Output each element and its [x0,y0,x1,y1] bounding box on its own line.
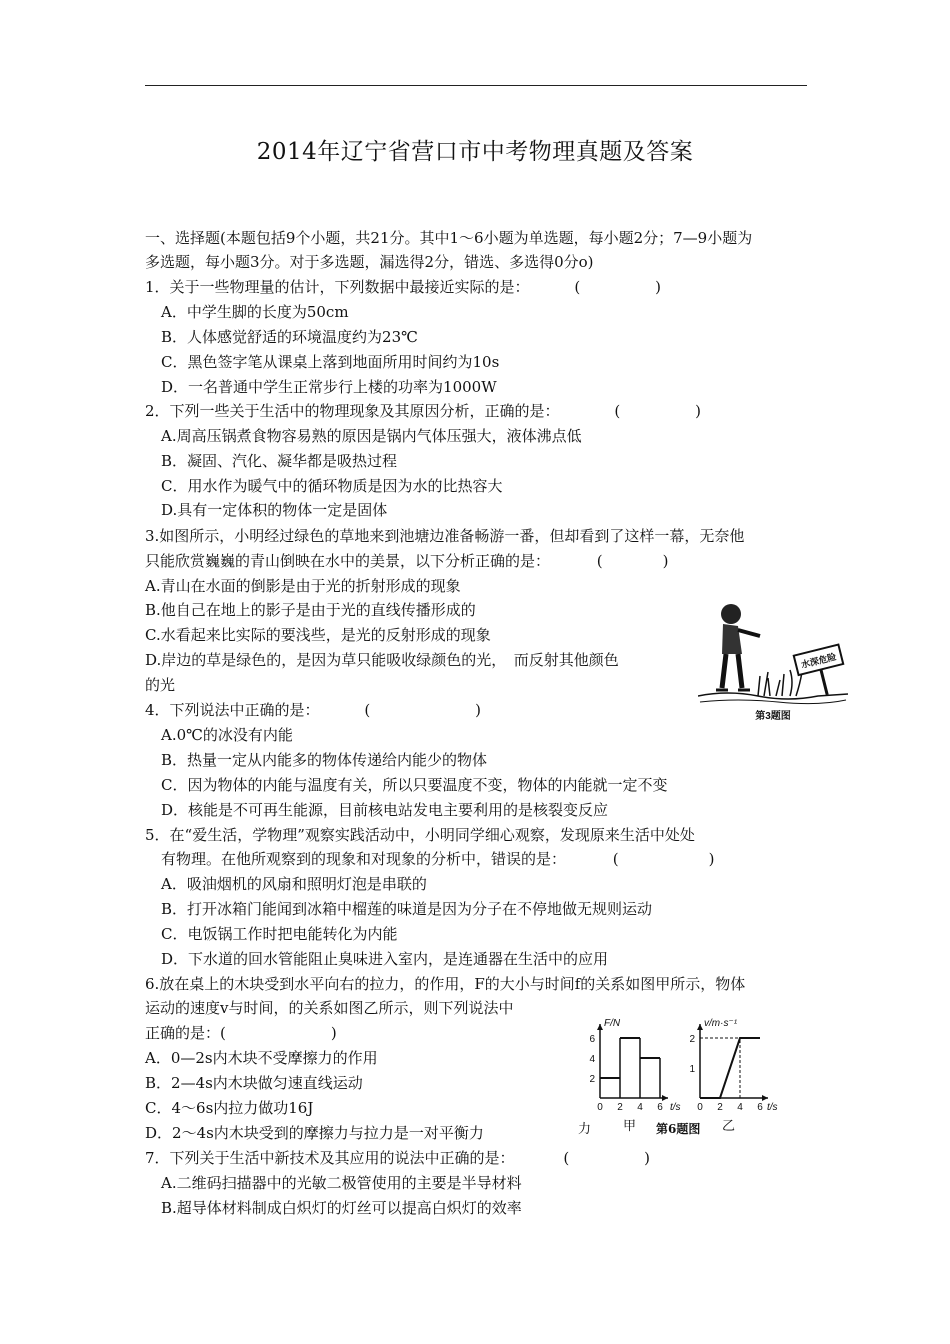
grass-icon [758,672,784,696]
section-header-line-2: 多选题，每小题3分。对于多选题，漏选得2分，错选、多选得0分o) [145,253,594,271]
q6-figure-caption: 第6题图 [656,1122,701,1136]
warning-sign [794,645,848,701]
chart-b-xtick: 0 [697,1102,703,1113]
chart-a-ylabel: F/N [604,1018,621,1029]
chart-b-x-arrow-icon [762,1095,768,1101]
chart-a-ytick: 4 [589,1054,595,1065]
chart-a-xtick: 0 [597,1102,603,1113]
q3-option-a: A.青山在水面的倒影是由于光的折射形成的现象 [145,577,461,595]
q5-option-b: B．打开冰箱门能闻到冰箱中榴莲的味道是因为分子在不停地做无规则运动 [161,900,653,918]
chart-a-y-arrow-icon [597,1024,603,1030]
q6-stray-mark: 力 [578,1122,592,1137]
q6-stem-line-2: 运动的速度v与时间，的关系如图乙所示，则下列说法中 [145,999,514,1017]
q5-stem-text: 有物理。在他所观察到的现象和对现象的分析中，错误的是： [161,850,567,868]
q1-stem-text: 1．关于一些物理量的估计，下列数据中最接近实际的是： [145,278,530,296]
q2-stem [145,401,701,421]
q7-option-b: B.超导体材料制成白炽灯的灯丝可以提高白炽灯的效率 [161,1199,522,1217]
q6-figure [574,1010,788,1120]
chart-a-x-arrow-icon [662,1095,668,1101]
q3-figure [698,592,848,724]
chart-b-xtick: 6 [757,1102,763,1113]
chart-a-xtick: 4 [637,1102,643,1113]
q1-answer-paren: ( ) [574,278,662,296]
q4-stem-text: 4．下列说法中正确的是： [145,701,320,719]
chart-b-ylabel: v/m·s⁻¹ [704,1018,738,1029]
q6-label-left: 甲 [623,1119,637,1134]
q1-option-d: D．一名普通中学生正常步行上楼的功率为1000W [161,378,497,396]
q5-stem-line-2 [161,849,715,869]
q7-answer-paren: ( ) [563,1149,651,1167]
chart-a-ytick: 2 [589,1074,595,1085]
q3-stem-text: 只能欣赏巍巍的青山倒映在水中的美景，以下分析正确的是： [145,552,551,570]
q2-option-c: C．用水作为暖气中的循环物质是因为水的比热容大 [161,477,503,495]
header-rule [145,85,807,86]
q3-figure-caption: 第3题图 [755,711,791,722]
chart-a-xtick: 2 [617,1102,623,1113]
chart-b-series-line [700,1038,760,1098]
q1-option-b: B．人体感觉舒适的环境温度约为23℃ [161,328,418,346]
chart-a-xtick: 6 [657,1102,663,1113]
chart-a-xlabel: t/s [670,1102,681,1113]
q5-answer-paren: ( ) [612,850,715,868]
chart-b-y-arrow-icon [697,1024,703,1030]
q2-option-d: D.具有一定体积的物体一定是固体 [161,501,388,519]
q6-label-right: 乙 [722,1119,736,1134]
water-line [700,700,846,704]
q3-option-c: C.水看起来比实际的要浅些，是光的反射形成的现象 [145,626,491,644]
q1-stem [145,277,661,297]
q4-option-b: B．热量一定从内能多的物体传递给内能少的物体 [161,751,488,769]
q6-option-d: D．2～4s内木块受到的摩擦力与拉力是一对平衡力 [145,1124,484,1142]
chart-b-ytick: 1 [689,1064,695,1075]
q2-stem-text: 2．下列一些关于生活中的物理现象及其原因分析，正确的是： [145,402,560,420]
q5-option-d: D．下水道的回水管能阻止臭味进入室内，是连通器在生活中的应用 [161,950,609,968]
q5-stem-line-1: 5．在“爱生活，学物理”观察实践活动中，小明同学细心观察，发现原来生活中处处 [145,826,695,844]
chart-b-xlabel: t/s [767,1102,778,1113]
chart-force-time [589,1018,680,1113]
q6-option-b: B．2—4s内木块做匀速直线运动 [145,1074,363,1092]
q6-option-c: C．4～6s内拉力做功16J [145,1099,314,1117]
q7-stem [145,1148,650,1168]
q4-option-a: A.0℃的冰没有内能 [161,726,293,744]
q4-option-c: C．因为物体的内能与温度有关，所以只要温度不变，物体的内能就一定不变 [161,776,668,794]
q6-stem-line-1: 6.放在桌上的木块受到水平向右的拉力，的作用，F的大小与时间f的关系如图甲所示，物体 [145,975,746,993]
chart-b-xtick: 4 [737,1102,743,1113]
q2-option-b: B．凝固、汽化、凝华都是吸热过程 [161,452,398,470]
boy-legs [722,654,742,688]
boy-head [721,604,741,624]
q4-stem [145,700,481,720]
q4-option-d: D．核能是不可再生能源，目前核电站发电主要利用的是核裂变反应 [161,801,609,819]
q3-answer-paren: ( ) [596,552,669,570]
q7-stem-text: 7．下列关于生活中新技术及其应用的说法中正确的是： [145,1149,515,1167]
q3-stem-line-1: 3.如图所示，小明经过绿色的草地来到池塘边准备畅游一番，但却看到了这样一幕，无奈他 [145,527,745,545]
q3-option-d: D.岸边的草是绿色的，是因为草只能吸收绿颜色的光， 而反射其他颜色 [145,651,619,669]
q7-option-a: A.二维码扫描器中的光敏二极管使用的主要是半导材料 [161,1174,522,1192]
q5-option-a: A．吸油烟机的风扇和照明灯泡是串联的 [161,875,427,893]
q6-stem-line-3: 正确的是：( ) [145,1024,337,1042]
q2-option-a: A.周高压锅煮食物容易熟的原因是锅内气体压强大，液体沸点低 [161,427,582,445]
q1-option-c: C．黑色签字笔从课桌上落到地面所用时间约为10s [161,353,500,371]
chart-a-ytick: 6 [589,1034,595,1045]
q3-stem-line-2 [145,551,669,571]
q4-answer-paren: ( ) [364,701,482,719]
q3-option-b: B.他自己在地上的影子是由于光的直线传播形成的 [145,601,476,619]
sign-text: 水深危险 [800,651,838,670]
q1-option-a: A．中学生脚的长度为50cm [161,303,349,321]
q2-answer-paren: ( ) [614,402,702,420]
q3-option-d-cont: 的光 [145,676,176,694]
chart-velocity-time [689,1018,777,1113]
section-header-line-1: 一、选择题(本题包括9个小题，共21分。其中1～6小题为单选题，每小题2分；7—9小题为 [145,229,753,247]
boy-arm [738,630,760,636]
q5-option-c: C．电饭锅工作时把电能转化为内能 [161,925,398,943]
q6-option-a: A．0—2s内木块不受摩擦力的作用 [145,1049,378,1067]
chart-b-xtick: 2 [717,1102,723,1113]
page-title: 2014年辽宁省营口市中考物理真题及答案 [256,139,694,165]
chart-b-ytick: 2 [689,1034,695,1045]
